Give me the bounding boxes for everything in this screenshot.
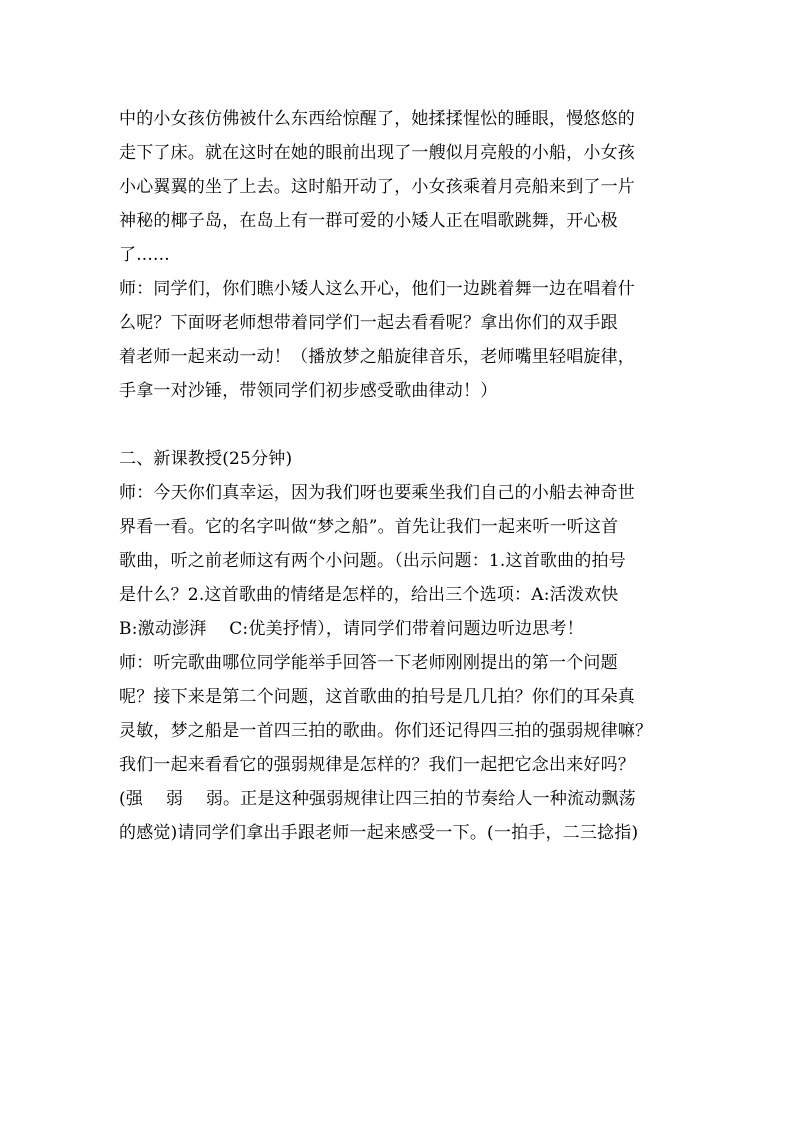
text-line: 中的小女孩仿佛被什么东西给惊醒了，她揉揉惺忪的睡眼，慢悠悠的 — [119, 109, 635, 129]
text-line: 是什么？2.这首歌曲的情绪是怎样的，给出三个选项：A:活泼欢快 — [119, 585, 619, 605]
text-line: B:激动澎湃 C:优美抒情），请同学们带着问题边听边思考！ — [119, 619, 584, 639]
text-line: 的感觉)请同学们拿出手跟老师一起来感受一下。(一拍手，二三捻指) — [119, 823, 639, 843]
teacher-paragraph-rhythm — [119, 646, 685, 850]
text-line: 呢？接下来是第二个问题，这首歌曲的拍号是几几拍？你们的耳朵真 — [119, 687, 635, 707]
text-line: 手拿一对沙锤，带领同学们初步感受歌曲律动！） — [119, 381, 498, 401]
blank-line — [119, 408, 685, 442]
text-line: 歌曲，听之前老师这有两个小问题。（出示问题：1.这首歌曲的拍号 — [119, 551, 626, 571]
text-line: 灵敏，梦之船是一首四三拍的歌曲。你们还记得四三拍的强弱规律嘛？ — [119, 721, 653, 741]
text-line: 我们一起来看看它的强弱规律是怎样的？我们一起把它念出来好吗？ — [119, 755, 635, 775]
text-line: 界看一看。它的名字叫做“梦之船”。首先让我们一起来听一听这首 — [119, 517, 619, 537]
text-line: 了...... — [119, 245, 170, 265]
text-line: 小心翼翼的坐了上去。这时船开动了，小女孩乘着月亮船来到了一片 — [119, 177, 635, 197]
story-paragraph — [119, 102, 685, 272]
text-line: 着老师一起来动一动！（播放梦之船旋律音乐，老师嘴里轻唱旋律， — [119, 347, 635, 367]
section-heading: 二、新课教授(25分钟) — [119, 449, 293, 469]
text-line: 神秘的椰子岛，在岛上有一群可爱的小矮人正在唱歌跳舞，开心极 — [119, 211, 618, 231]
text-line: 走下了床。就在这时在她的眼前出现了一艘似月亮般的小船，小女孩 — [119, 143, 635, 163]
text-line: 师：听完歌曲哪位同学能举手回答一下老师刚刚提出的第一个问题 — [119, 653, 618, 673]
text-line: (强 弱 弱。正是这种强弱规律让四三拍的节奏给人一种流动飘荡 — [119, 789, 636, 809]
teacher-paragraph-questions — [119, 476, 685, 646]
text-line: 么呢？下面呀老师想带着同学们一起去看看呢？拿出你们的双手跟 — [119, 313, 618, 333]
text-line: 师：同学们，你们瞧小矮人这么开心，他们一边跳着舞一边在唱着什 — [119, 279, 635, 299]
text-line: 师：今天你们真幸运，因为我们呀也要乘坐我们自己的小船去神奇世 — [119, 483, 635, 503]
teacher-paragraph-intro — [119, 272, 685, 408]
document-body — [119, 102, 685, 850]
